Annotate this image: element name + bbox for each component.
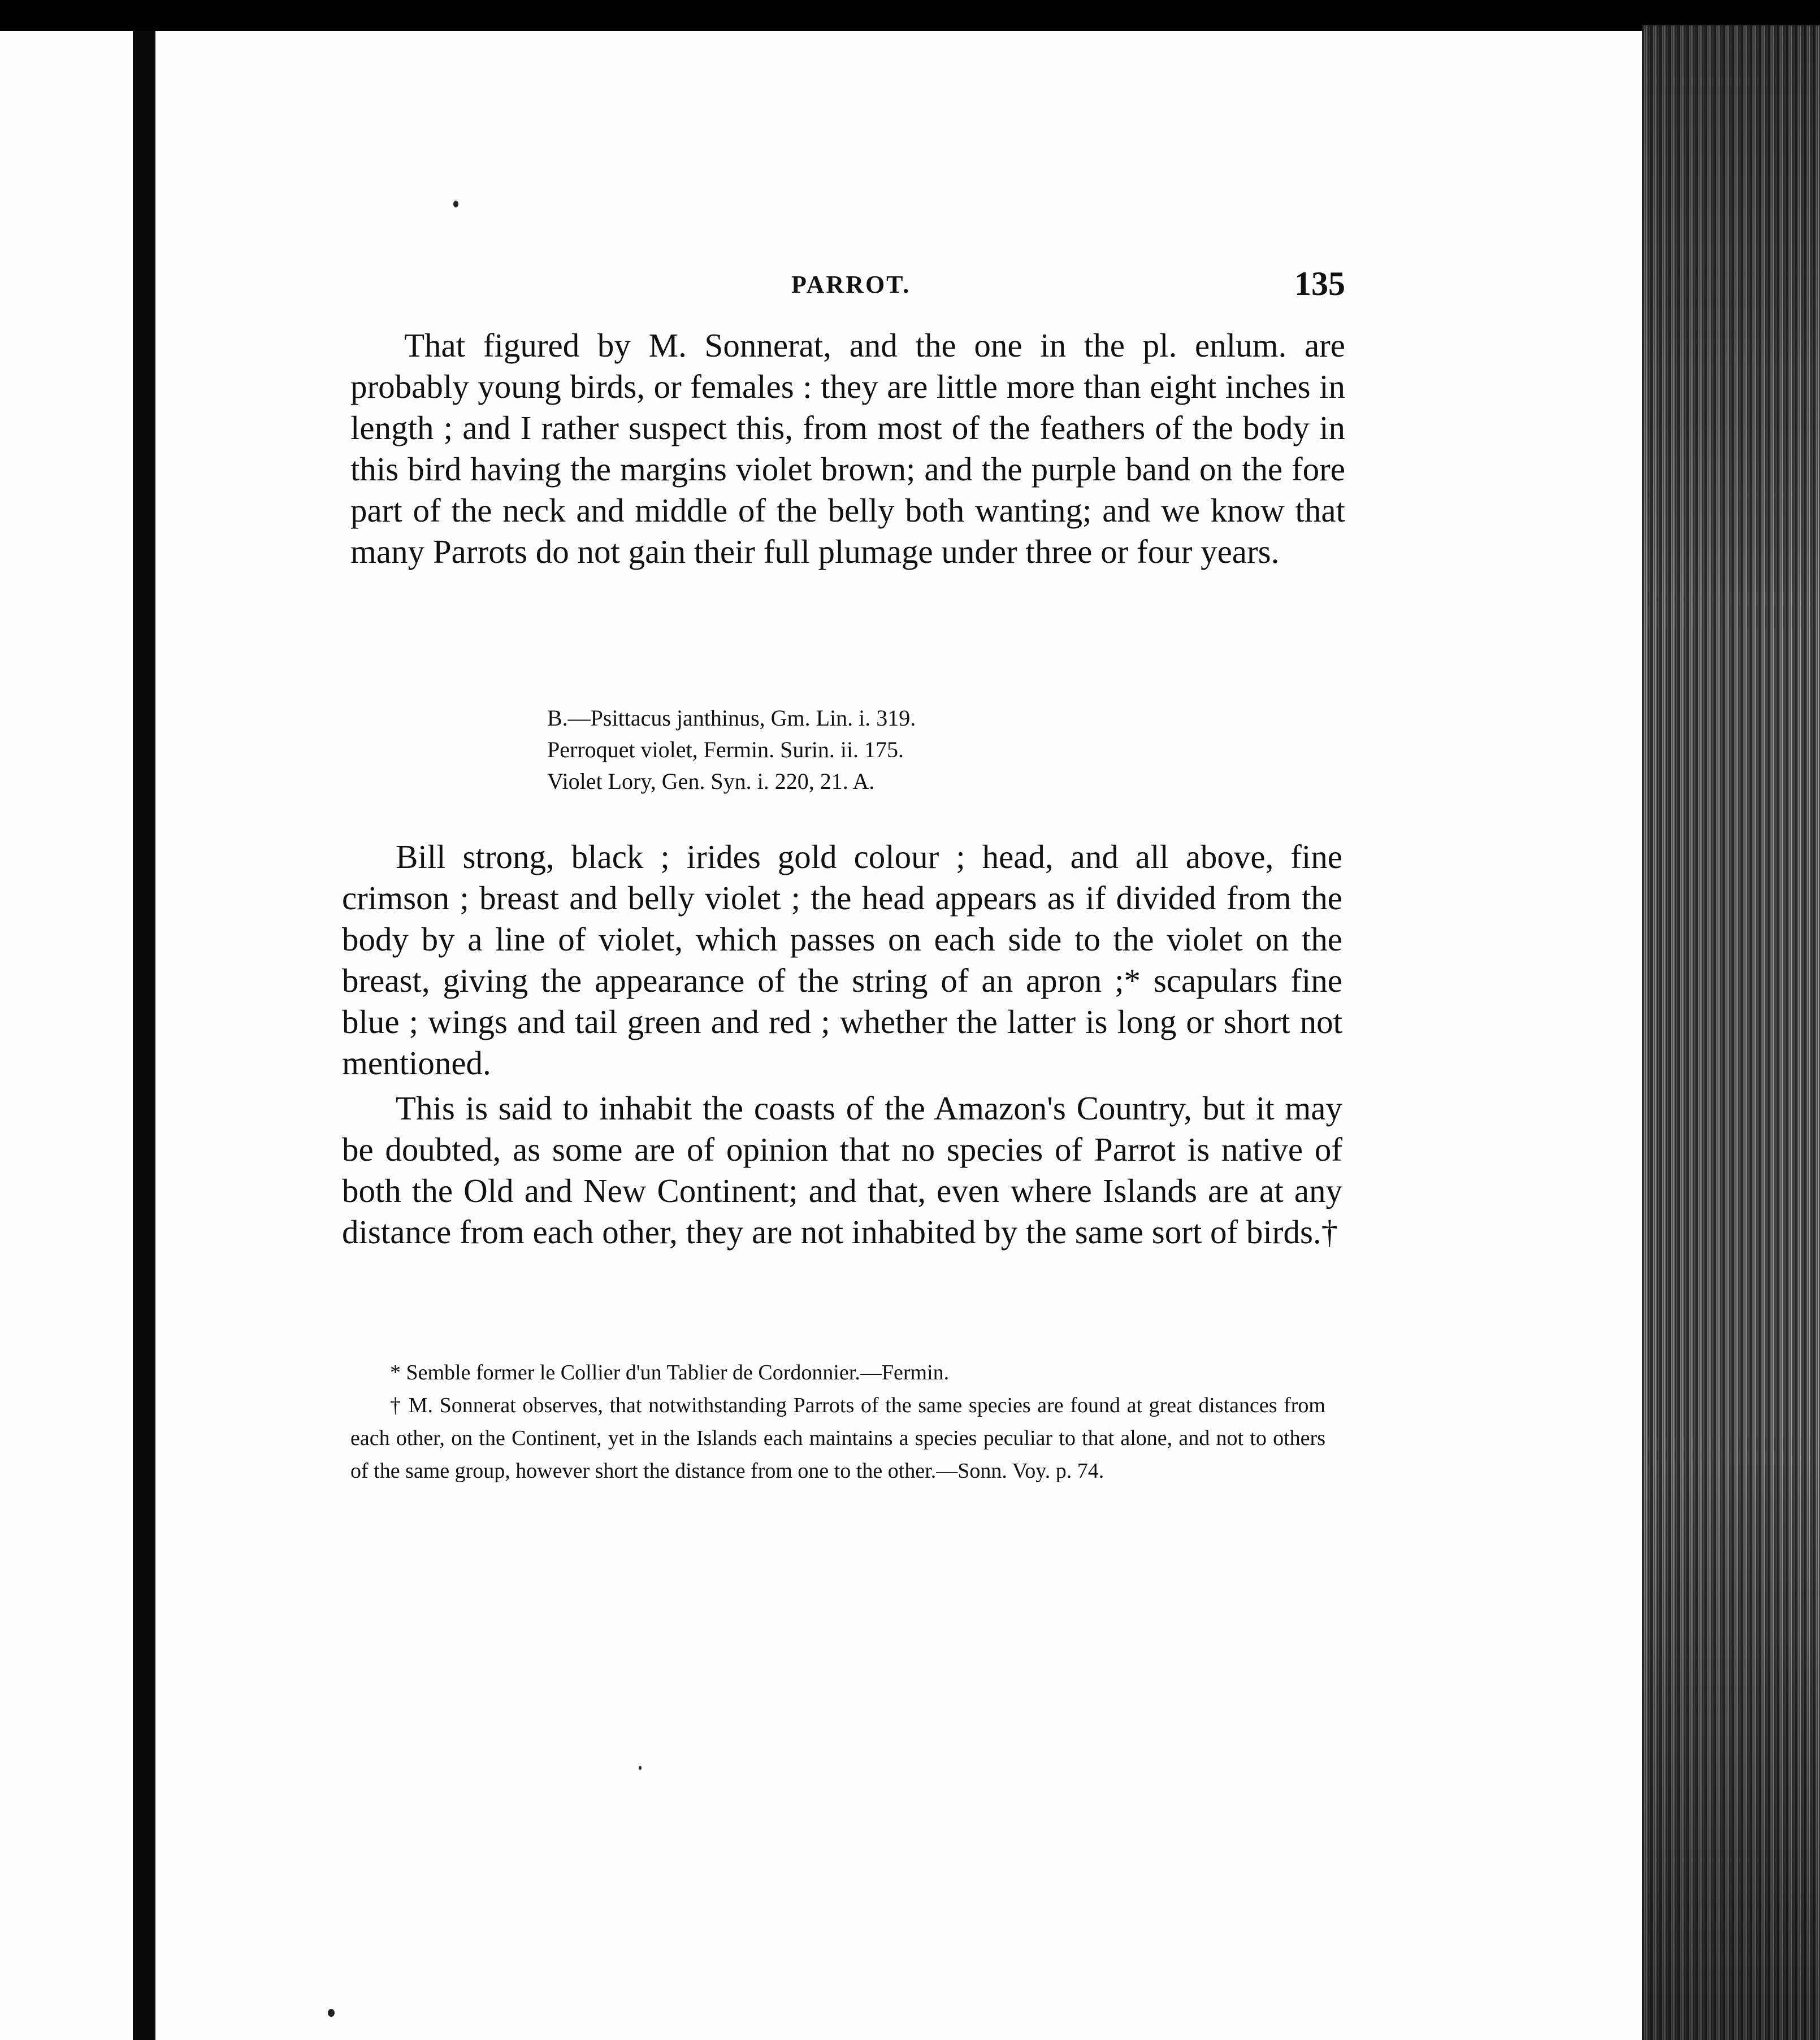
paragraph-description: Bill strong, black ; irides gold colour ; head, and all above, fine crimson ; breast and belly violet ; the head appears as if divided from the body by a line of violet, which passes on each side to the violet on the breast, giving the appearance of the string of an apron ;* scapulars fine blue ; wings and tail green and red ; whether the latter is long or short not mentioned. bbox=[342, 838, 1342, 1082]
synonymy-line: Perroquet violet, Fermin. Surin. ii. 175. bbox=[547, 737, 904, 762]
page-number: 135 bbox=[1294, 265, 1345, 302]
paragraph-habitat: This is said to inhabit the coasts of the Amazon's Country, but it may be doubted, as some are of opinion that no species of Parrot is native of both the Old and New Continent; and that, even where Islands are at any distance from each other, they are not inhabited by the same sort of birds.† bbox=[342, 1090, 1342, 1251]
speck-mark bbox=[328, 2009, 335, 2017]
paragraph-immature-plumage: That figured by M. Sonnerat, and the one in the pl. enlum. are probably young birds, or females : they are little more than eight inches in length ; and I rather suspect this, from most of the feathers of the body in this bird having the margins violet brown; and the purple band on the fore part of the neck and middle of the belly both wanting; and we know that many Parrots do not gain their full plumage under three or four years. bbox=[350, 327, 1345, 570]
synonymy-line: B.—Psittacus janthinus, Gm. Lin. i. 319. bbox=[547, 705, 916, 731]
page-block-edge bbox=[1642, 25, 1820, 2040]
running-head: PARROT. bbox=[791, 271, 911, 298]
facing-page-edge bbox=[0, 31, 138, 2040]
synonymy-block bbox=[547, 702, 916, 797]
book-gutter bbox=[133, 31, 155, 2040]
speck-mark bbox=[453, 201, 458, 207]
footnote: † M. Sonnerat observes, that notwithstanding Parrots of the same species are found at great distances from each other, on the Continent, yet in the Islands each maintains a species peculiar to that alone, and not to others of the same group, however short the distance from one to the other.—Sonn. Voy. p. 74. bbox=[350, 1394, 1325, 1483]
footnotes bbox=[350, 1356, 1325, 1487]
synonymy-line: Violet Lory, Gen. Syn. i. 220, 21. A. bbox=[547, 769, 875, 794]
speck-mark bbox=[639, 1766, 642, 1770]
footnote: * Semble former le Collier d'un Tablier de Cordonnier.—Fermin. bbox=[390, 1361, 950, 1384]
